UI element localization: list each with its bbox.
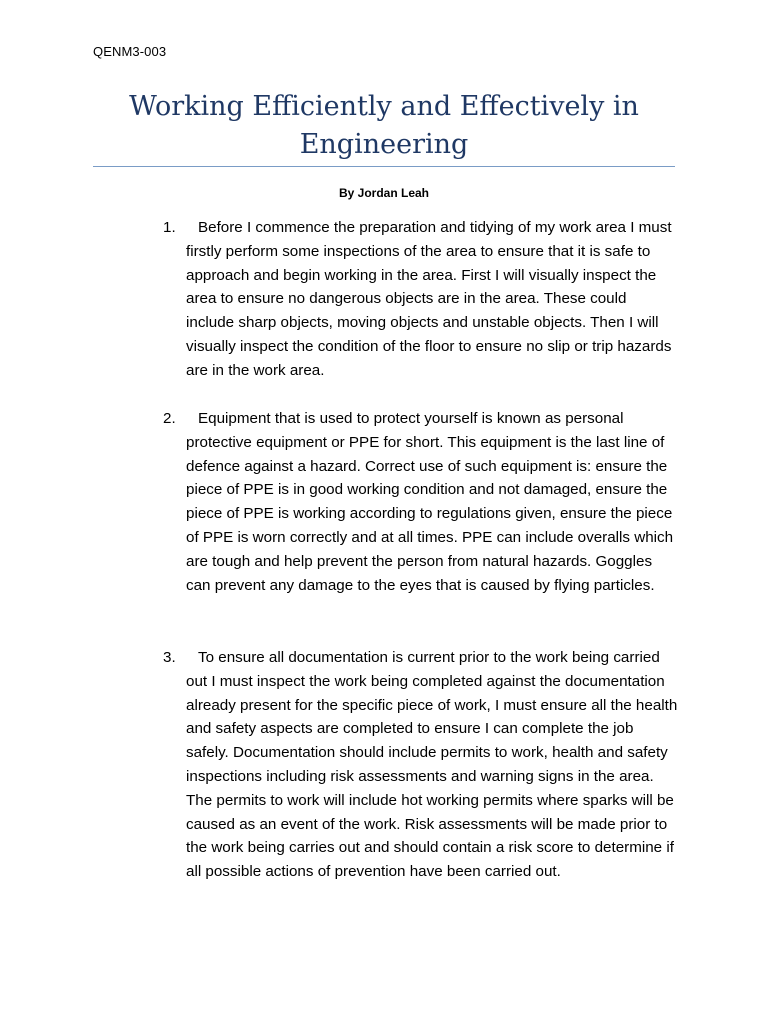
list-item-number: 1. xyxy=(163,219,176,236)
list-item xyxy=(163,216,678,383)
list-item-text: Before I commence the preparation and tidying of my work area I must firstly perform some inspections of the area to ensure that it is safe to approach and begin working in the area. First I will visually inspect the area to ensure no dangerous objects are in the area. These could include sharp objects, moving objects and unstable objects. Then I will visually inspect the condition of the floor to ensure no slip or trip hazards are in the work area. xyxy=(186,219,672,379)
list-item-text: To ensure all documentation is current prior to the work being carried out I must inspect the work being completed against the documentation already present for the specific piece of work, I must ensure all the health and safety aspects are completed to ensure I can complete the job safely. Documentation should include permits to work, health and safety inspections including risk assessments and warning signs in the area. The permits to work will include hot working permits where sparks will be caused as an event of the work. Risk assessments will be made prior to the work being carries out and should contain a risk score to determine if all possible actions of prevention have been carried out. xyxy=(186,649,678,881)
page-title: Working Efficiently and Effectively in Engineering xyxy=(129,91,639,160)
author-byline: By Jordan Leah xyxy=(338,186,430,200)
list-item-number: 2. xyxy=(163,410,176,427)
list-item-number: 3. xyxy=(163,649,176,666)
list-item-text: Equipment that is used to protect yourself is known as personal protective equipment or PPE for short. This equipment is the last line of defence against a hazard. Correct use of such equipment is: ensure the piece of PPE is in good working condition and not damaged, ensure the piece of PPE is working according to regulations given, ensure the piece of PPE is worn correctly and at all times. PPE can include overalls which are tough and help prevent the person from natural hazards. Goggles can prevent any damage to the eyes that is caused by flying particles. xyxy=(186,410,674,594)
list-item xyxy=(163,646,678,884)
document-code: QENM3-003 xyxy=(93,44,167,59)
title-divider xyxy=(93,166,675,167)
list-item xyxy=(163,407,678,597)
